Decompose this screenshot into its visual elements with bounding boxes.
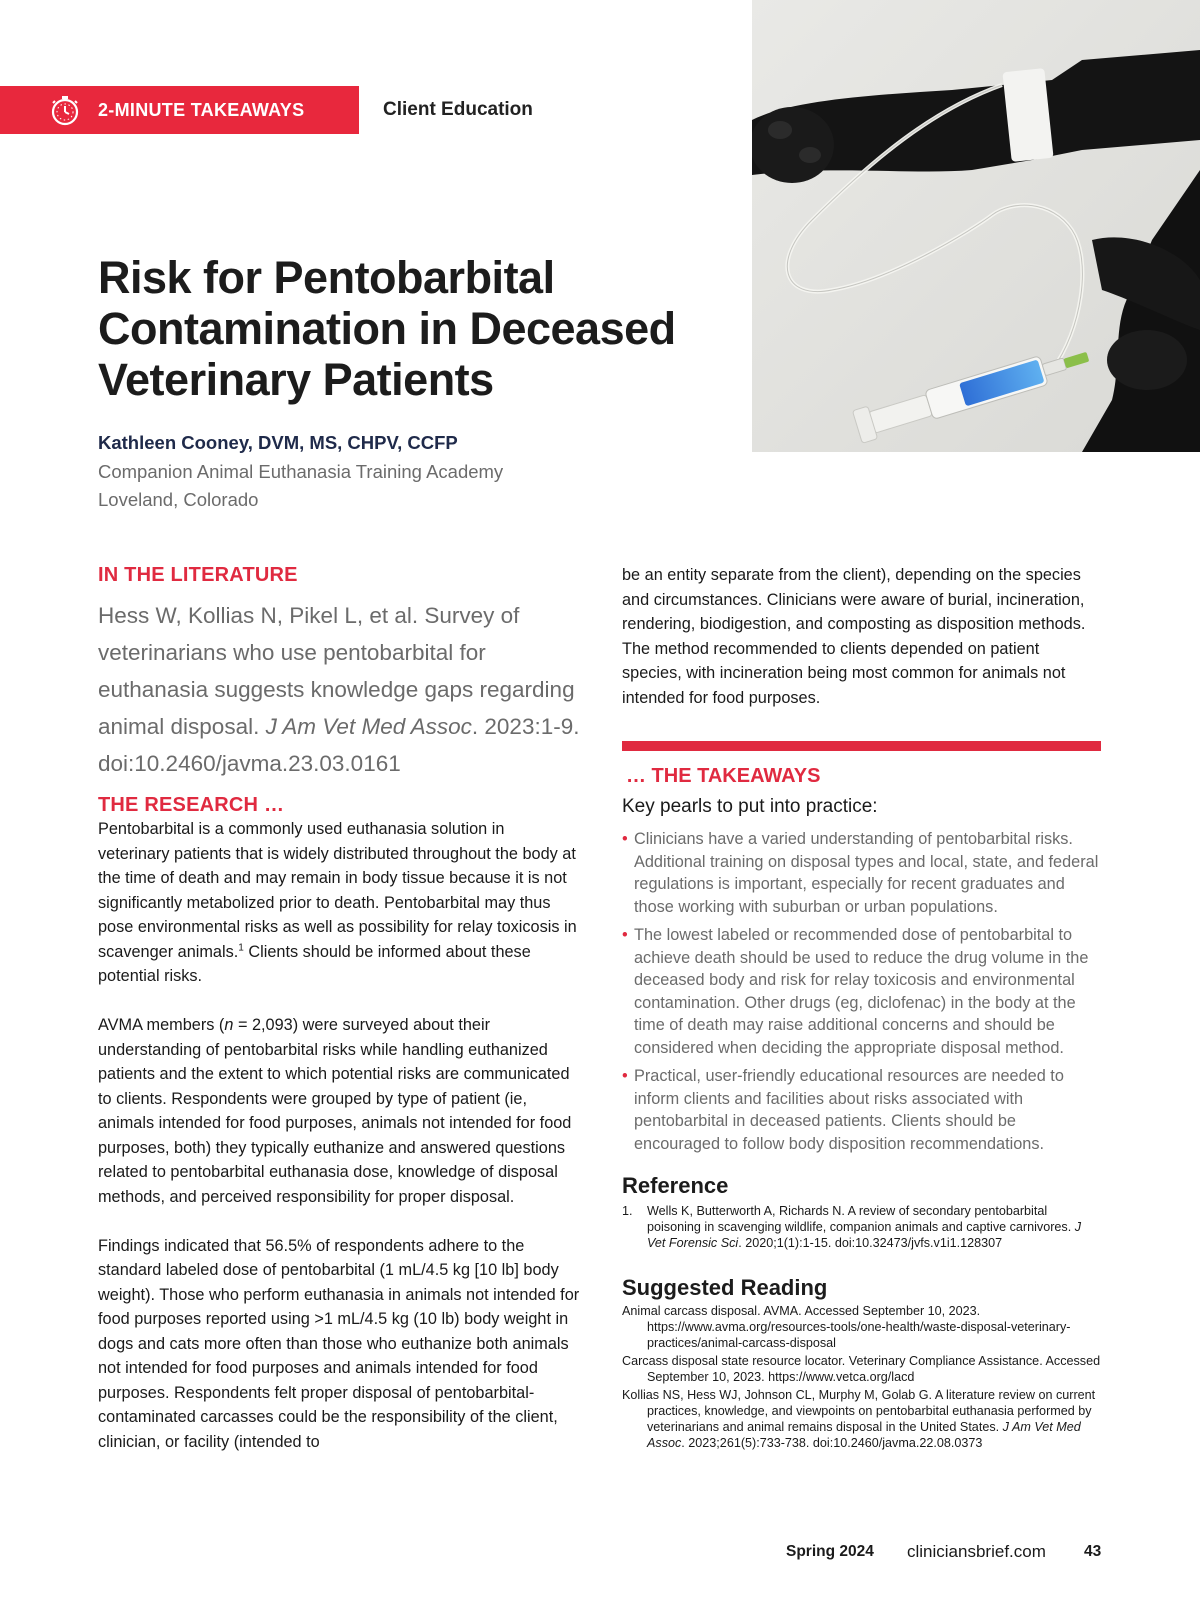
takeaways-banner — [0, 86, 359, 134]
author-name: Kathleen Cooney, DVM, MS, CHPV, CCFP — [98, 432, 458, 453]
cover-photo — [752, 0, 1200, 452]
left-column — [98, 564, 580, 1454]
suggested-reading-journal: J Am Vet Med Assoc — [647, 1420, 1081, 1450]
reference-journal: J Vet Forensic Sci — [647, 1220, 1082, 1250]
research-paragraph-1 — [98, 817, 580, 989]
suggested-reading-details: . 2023;261(5):733-738. doi:10.2460/javma.22.08.0373 — [681, 1436, 983, 1450]
paragraph-text: Clients should be informed about these potential risks. — [98, 942, 531, 985]
stopwatch-icon — [48, 93, 82, 127]
reference-heading: Reference — [622, 1173, 729, 1198]
citation-journal: J Am Vet Med Assoc — [265, 714, 472, 739]
issue-season: Spring 2024 — [786, 1543, 874, 1560]
research-paragraph-3: Findings indicated that 56.5% of respondents adhere to the standard labeled dose of pentobarbital (1 mL/4.5 kg [10 lb] body weight). Those who perform euthanasia in animals not intended for food purposes reported using >1 mL/4.5 kg (10 lb) body weight in dogs and cats more often than those who euthanize both animals not intended for food purposes and animals intended for food purposes. Respondents felt proper disposal of pentobarbital-contaminated carcasses could be the responsibility of the client, clinician, or facility (intended to — [98, 1236, 580, 1451]
takeaway-item: • Practical, user-friendly educational resources are needed to inform clients and facilities about risks associated with pentobarbital in deceased patients. Clients should be encouraged to follow body disposition recommendations. — [622, 1065, 1102, 1155]
research-body — [98, 817, 580, 1454]
banner-tag-label: 2-MINUTE TAKEAWAYS — [98, 99, 305, 120]
site-url: cliniciansbrief.com — [907, 1542, 1046, 1561]
suggested-reading-item: Animal carcass disposal. AVMA. Accessed September 10, 2023. https://www.avma.org/resources-tools/one-health/waste-disposal-veterinary-practices/animal-carcass-disposal — [622, 1304, 1071, 1350]
literature-citation — [98, 597, 580, 782]
citation-text: Hess W, Kollias N, Pikel L, et al. Survey of veterinarians who use pentobarbital for euthanasia suggests knowledge gaps regarding animal disposal. — [98, 603, 575, 739]
takeaways-list — [622, 828, 1102, 1155]
reference-number: 1. — [622, 1204, 633, 1218]
article-title: Risk for Pentobarbital Contamination in Deceased Veterinary Patients — [98, 252, 676, 405]
reference-item — [622, 1203, 1102, 1251]
takeaways-subheading: Key pearls to put into practice: — [622, 796, 878, 817]
literature-heading: IN THE LITERATURE — [98, 564, 298, 586]
section-label: Client Education — [383, 99, 533, 120]
research-paragraph-2 — [98, 1013, 580, 1209]
paragraph-text: Pentobarbital is a commonly used euthanasia solution in veterinary patients that is widely distributed throughout the body at the time of death and may remain in body tissue because it is not significantly metabolized prior to death. Pentobarbital may thus pose environmental risks as well as possibility for relay toxicosis in scavenger animals. — [98, 820, 577, 961]
reference-list — [622, 1203, 1102, 1251]
page-number: 43 — [1084, 1543, 1102, 1560]
footnote-marker: 1 — [238, 942, 244, 954]
sample-size-symbol: n — [224, 1016, 234, 1034]
right-column — [622, 563, 1102, 1451]
suggested-reading-item — [622, 1387, 1102, 1451]
paragraph-text: AVMA members ( — [98, 1016, 225, 1034]
author-location: Loveland, Colorado — [98, 489, 259, 510]
citation-details: . 2023:1-9. doi:10.2460/javma.23.03.0161 — [98, 714, 580, 776]
paragraph-text: = 2,093) were surveyed about their understanding of pentobarbital risks while handling euthanized patients and the extent to which potential risks are communicated to clients. Respondents were grouped by type of patient (ie, animals intended for food purposes, animals not intended for food purposes, both) they typically euthanize and answered questions related to pentobarbital euthanasia dose, knowledge of disposal methods, and perceived responsibility for proper disposal. — [98, 1016, 572, 1206]
suggested-reading-heading: Suggested Reading — [622, 1275, 828, 1300]
author-affiliation: Companion Animal Euthanasia Training Academy — [98, 461, 504, 482]
reference-text: Wells K, Butterworth A, Richards N. A review of secondary pentobarbital poisoning in scavenging wildlife, companion animals and captive carnivores. — [647, 1204, 1075, 1234]
suggested-reading-item: Carcass disposal state resource locator. Veterinary Compliance Assistance. Accessed September 10, 2023. https://www.vetca.org/lacd — [622, 1354, 1101, 1384]
suggested-reading-text: Kollias NS, Hess WJ, Johnson CL, Murphy M, Golab G. A literature review on current practices, knowledge, and viewpoints on pentobarbital euthanasia performed by veterinarians and animal remains disposal in the United States. — [622, 1388, 1096, 1434]
takeaways-heading: … THE TAKEAWAYS — [626, 765, 821, 787]
reference-details: . 2020;1(1):1-15. doi:10.32473/jvfs.v1i1.128307 — [738, 1236, 1003, 1250]
takeaway-item: • The lowest labeled or recommended dose of pentobarbital to achieve death should be used to reduce the drug volume in the deceased body and risk for relay toxicosis and environmental contamination. Other drugs (eg, diclofenac) in the body at the time of death may raise additional concerns and should be considered when deciding the appropriate disposal method. — [622, 924, 1102, 1059]
suggested-reading-list — [622, 1303, 1102, 1451]
research-paragraph-3-continued: be an entity separate from the client), depending on the species and circumstances. Clinicians were aware of burial, incineration, rendering, biodigestion, and composting as disposition methods. The method recommended to clients depended on patient species, with incineration being most common for animals not intended for food purposes. — [622, 566, 1086, 707]
research-heading: THE RESEARCH … — [98, 794, 285, 816]
takeaways-divider — [622, 741, 1101, 751]
takeaway-item: • Clinicians have a varied understanding of pentobarbital risks. Additional training on disposal types and local, state, and federal regulations is important, especially for recent graduates and those working with suburban or urban populations. — [622, 828, 1102, 918]
